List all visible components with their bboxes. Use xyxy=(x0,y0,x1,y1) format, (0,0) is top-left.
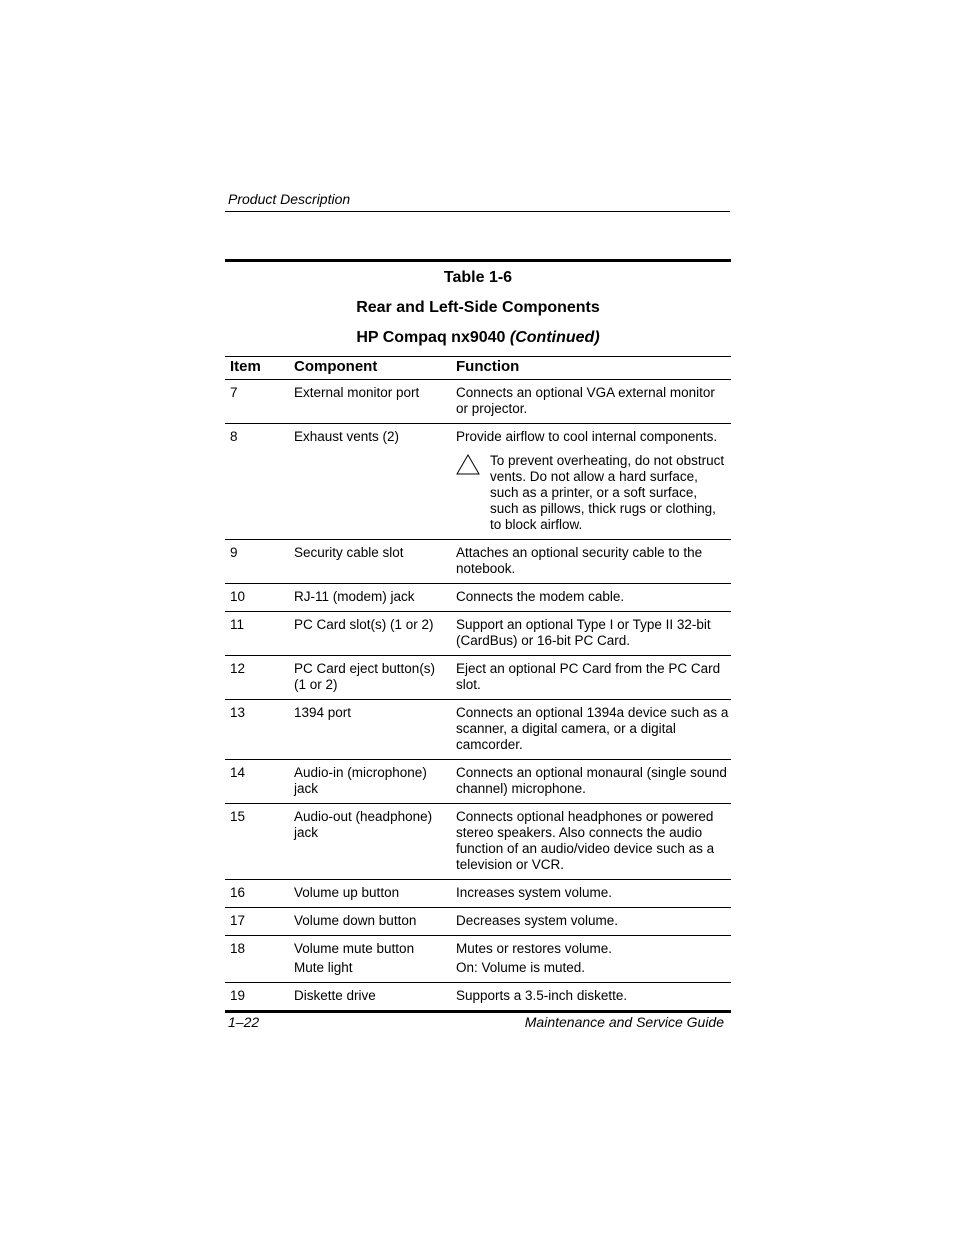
table-row xyxy=(225,700,731,760)
row-function: Eject an optional PC Card from the PC Card slot. xyxy=(451,656,731,700)
row-function: Decreases system volume. xyxy=(451,908,731,936)
table-header-row xyxy=(225,357,731,380)
table-row xyxy=(225,380,731,424)
table-row xyxy=(225,908,731,936)
row-item: 18 xyxy=(225,936,289,983)
row-component: Audio-in (microphone) jack xyxy=(289,760,451,804)
row-function: Connects an optional 1394a device such as a scanner, a digital camera, or a digital camcorder. xyxy=(451,700,731,760)
row-function: Attaches an optional security cable to the notebook. xyxy=(451,540,731,584)
caution-triangle-icon xyxy=(456,453,490,533)
row-item: 9 xyxy=(225,540,289,584)
table-row xyxy=(225,584,731,612)
row-function: Supports a 3.5-inch diskette. xyxy=(451,983,731,1012)
running-head: Product Description xyxy=(228,191,351,207)
row-function: Connects the modem cable. xyxy=(451,584,731,612)
row-component: RJ-11 (modem) jack xyxy=(289,584,451,612)
row-component: Audio-out (headphone) jack xyxy=(289,804,451,880)
row-function-cell xyxy=(451,936,731,983)
table-row xyxy=(225,936,731,983)
row-component: Volume down button xyxy=(289,908,451,936)
table-row xyxy=(225,656,731,700)
row-function: Increases system volume. xyxy=(451,880,731,908)
row-item: 15 xyxy=(225,804,289,880)
table-row xyxy=(225,612,731,656)
column-header-component: Component xyxy=(289,357,451,380)
guide-title: Maintenance and Service Guide xyxy=(524,1014,724,1030)
table-subtitle-suffix: (Continued) xyxy=(509,329,600,346)
caution-note xyxy=(456,453,729,533)
header-rule xyxy=(225,211,730,212)
row-function-secondary: On: Volume is muted. xyxy=(456,960,586,975)
table-subtitle xyxy=(225,329,731,347)
row-item: 17 xyxy=(225,908,289,936)
table-row xyxy=(225,424,731,540)
row-component: PC Card slot(s) (1 or 2) xyxy=(289,612,451,656)
table-row xyxy=(225,983,731,1012)
row-component: External monitor port xyxy=(289,380,451,424)
footer-rule xyxy=(225,1012,730,1013)
row-function: Provide airflow to cool internal components. xyxy=(456,429,718,444)
table-row xyxy=(225,760,731,804)
column-header-function: Function xyxy=(451,357,731,380)
row-component: Diskette drive xyxy=(289,983,451,1012)
row-component: Exhaust vents (2) xyxy=(289,424,451,540)
table-subtitle-model: HP Compaq nx9040 xyxy=(356,329,506,346)
row-item: 14 xyxy=(225,760,289,804)
table-number: Table 1-6 xyxy=(443,269,513,286)
row-component: PC Card eject button(s) (1 or 2) xyxy=(289,656,451,700)
row-item: 11 xyxy=(225,612,289,656)
table-title: Rear and Left-Side Components xyxy=(356,299,600,316)
row-item: 13 xyxy=(225,700,289,760)
row-function: Mutes or restores volume. xyxy=(456,941,613,956)
table-row xyxy=(225,540,731,584)
row-component: Security cable slot xyxy=(289,540,451,584)
row-item: 7 xyxy=(225,380,289,424)
row-function: Connects optional headphones or powered stereo speakers. Also connects the audio function of an audio/video device such as a television or VCR. xyxy=(451,804,731,880)
components-table xyxy=(225,356,731,1013)
table-row xyxy=(225,880,731,908)
row-function-cell xyxy=(451,424,731,540)
row-component-cell xyxy=(289,936,451,983)
table-row xyxy=(225,804,731,880)
page-number: 1–22 xyxy=(228,1014,260,1030)
row-item: 12 xyxy=(225,656,289,700)
column-header-item: Item xyxy=(225,357,289,380)
row-function: Connects an optional VGA external monitor or projector. xyxy=(451,380,731,424)
row-item: 16 xyxy=(225,880,289,908)
row-function: Support an optional Type I or Type II 32-bit (CardBus) or 16-bit PC Card. xyxy=(451,612,731,656)
row-component: 1394 port xyxy=(289,700,451,760)
row-item: 8 xyxy=(225,424,289,540)
table-top-rule xyxy=(225,259,731,262)
row-item: 10 xyxy=(225,584,289,612)
row-component-secondary: Mute light xyxy=(294,960,353,975)
caution-text: To prevent overheating, do not obstruct vents. Do not allow a hard surface, such as a printer, or a soft surface, such as pillows, thick rugs or clothing, to block airflow. xyxy=(490,453,725,532)
row-function: Connects an optional monaural (single sound channel) microphone. xyxy=(451,760,731,804)
row-component: Volume up button xyxy=(289,880,451,908)
row-component: Volume mute button xyxy=(294,941,415,956)
row-item: 19 xyxy=(225,983,289,1012)
